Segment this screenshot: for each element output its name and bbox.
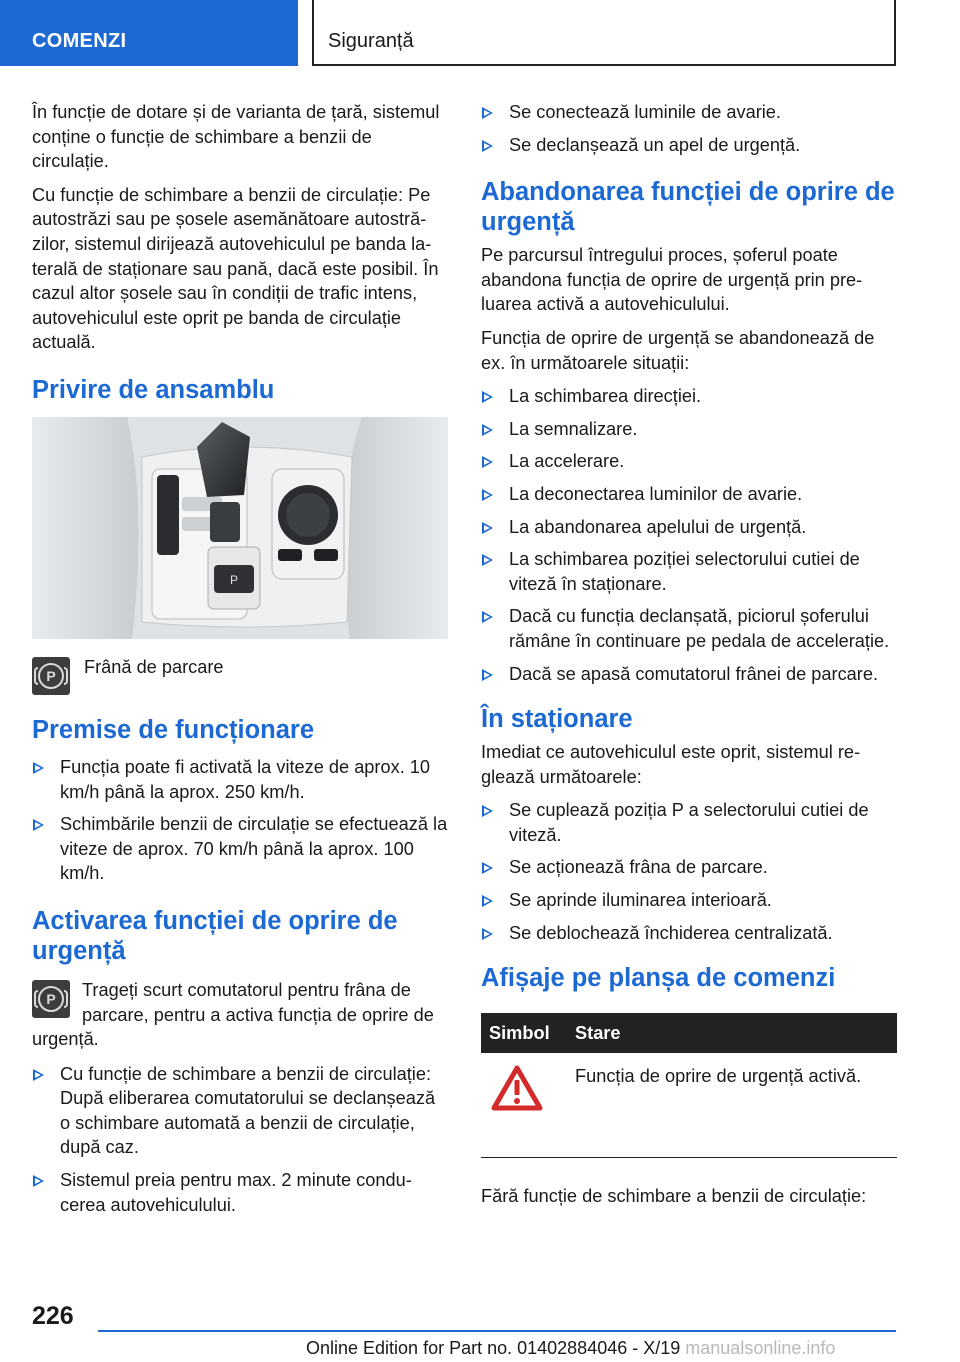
activate-heading: Activarea funcției de oprire de urgență <box>32 906 398 965</box>
warning-triangle-icon <box>491 1065 543 1111</box>
list-item: La abandonarea apelului de urgență. <box>481 515 897 540</box>
list-item: Se deblochează închiderea centralizată. <box>481 921 897 946</box>
standstill-heading: În staționare <box>481 705 633 734</box>
list-item: Sistemul preia pentru max. 2 minute conducerea autovehiculului. <box>32 1168 450 1217</box>
top-list <box>481 100 897 157</box>
lane-change-paragraph: Cu funcție de schimbare a benzii de circulație: Pe autostrăzi sau pe șosele asemănătoare autostrăzilor, sistemul dirijează autovehiculul pe banda laterală de staționare sau pană, dacă este posibil. În cazul altor șosele sau în condiții de trafic intens, autovehiculul este oprit pe banda de circulație actuală. <box>32 184 439 353</box>
prereq-list <box>32 755 450 886</box>
right-column <box>481 100 897 1218</box>
intro-paragraph: În funcție de dotare și de varianta de țară, sistemul conține o funcție de schimbare a benzii de circulație. <box>32 102 440 172</box>
symbol-table <box>481 1013 897 1129</box>
standstill-list <box>481 798 897 945</box>
table-row <box>481 1053 897 1129</box>
activate-block <box>32 978 450 1052</box>
display-heading: Afișaje pe planșa de comenzi <box>481 964 836 993</box>
list-item: La semnalizare. <box>481 417 897 442</box>
console-illustration <box>32 417 448 639</box>
table-cell-state: Funcția de oprire de urgență activă. <box>575 1066 862 1087</box>
list-item: Se cuplează poziția P a selectorului cutiei de viteză. <box>481 798 897 847</box>
list-item: Se aprinde iluminarea interioară. <box>481 888 897 913</box>
list-item: La schimbarea direcției. <box>481 384 897 409</box>
list-item: Cu funcție de schimbare a benzii de circulație: După eliberarea comutatorului se declanșează o schimbare automată a benzii de circulație, după caz. <box>32 1062 450 1160</box>
page-number: 226 <box>32 1302 74 1330</box>
abort-paragraph-2: Funcția de oprire de urgență se abandonează de ex. în următoarele situații: <box>481 327 875 373</box>
watermark: manualsonline.info <box>685 1338 836 1358</box>
activate-paragraph: Trageți scurt comutatorul pentru frâna de parcare, pentru a activa funcția de oprire de urgență. <box>32 979 434 1050</box>
chapter-title: Siguranță <box>312 0 896 66</box>
bottom-paragraph: Fără funcție de schimbare a benzii de circulație: <box>481 1186 867 1207</box>
center-console-photo <box>32 417 448 639</box>
list-item: La accelerare. <box>481 449 897 474</box>
edition-text: Online Edition for Part no. 01402884046 - X/19 <box>306 1338 681 1358</box>
list-item: La deconectarea luminilor de avarie. <box>481 482 897 507</box>
standstill-paragraph: Imediat ce autovehiculul este oprit, sistemul reglează următoarele: <box>481 742 861 787</box>
activate-list <box>32 1062 450 1218</box>
list-item: Dacă cu funcția declanșată, piciorul șoferului rămâne în continuare pe pedala de accelerație. <box>481 604 897 653</box>
left-column <box>32 100 450 1225</box>
list-item: Se acționează frâna de parcare. <box>481 855 897 880</box>
footer-edition <box>306 1338 835 1359</box>
list-item: Se conectează luminile de avarie. <box>481 100 897 125</box>
list-item: Dacă se apasă comutatorul frânei de parcare. <box>481 662 897 687</box>
table-header-state: Stare <box>571 1013 897 1053</box>
list-item: Se declanșează un apel de urgență. <box>481 133 897 158</box>
overview-heading: Privire de ansamblu <box>32 375 275 404</box>
footer-rule <box>98 1330 896 1332</box>
parking-brake-icon <box>32 980 70 1018</box>
abort-heading: Abandonarea funcției de oprire de urgență <box>481 178 895 237</box>
list-item: Schimbările benzii de circulație se efectuează la viteze de aprox. 70 km/h până la aprox. 100 km/h. <box>32 812 450 886</box>
table-bottom-rule <box>481 1157 897 1158</box>
prereq-heading: Premise de funcționare <box>32 715 315 744</box>
list-item: Funcția poate fi activată la viteze de aprox. 10 km/h până la aprox. 250 km/h. <box>32 755 450 804</box>
svg-text:P: P <box>229 572 239 587</box>
abort-paragraph-1: Pe parcursul întregului proces, șoferul poate abandona funcția de oprire de urgență prin preluarea activă a autovehiculului. <box>481 245 863 315</box>
table-header-symbol: Simbol <box>481 1013 571 1053</box>
parking-brake-label: Frână de parcare <box>84 656 224 677</box>
parking-brake-icon <box>32 657 70 695</box>
legend-row <box>32 657 450 695</box>
section-tab: COMENZI <box>0 0 298 66</box>
list-item: La schimbarea poziției selectorului cutiei de viteză în staționare. <box>481 547 897 596</box>
abort-list <box>481 384 897 686</box>
